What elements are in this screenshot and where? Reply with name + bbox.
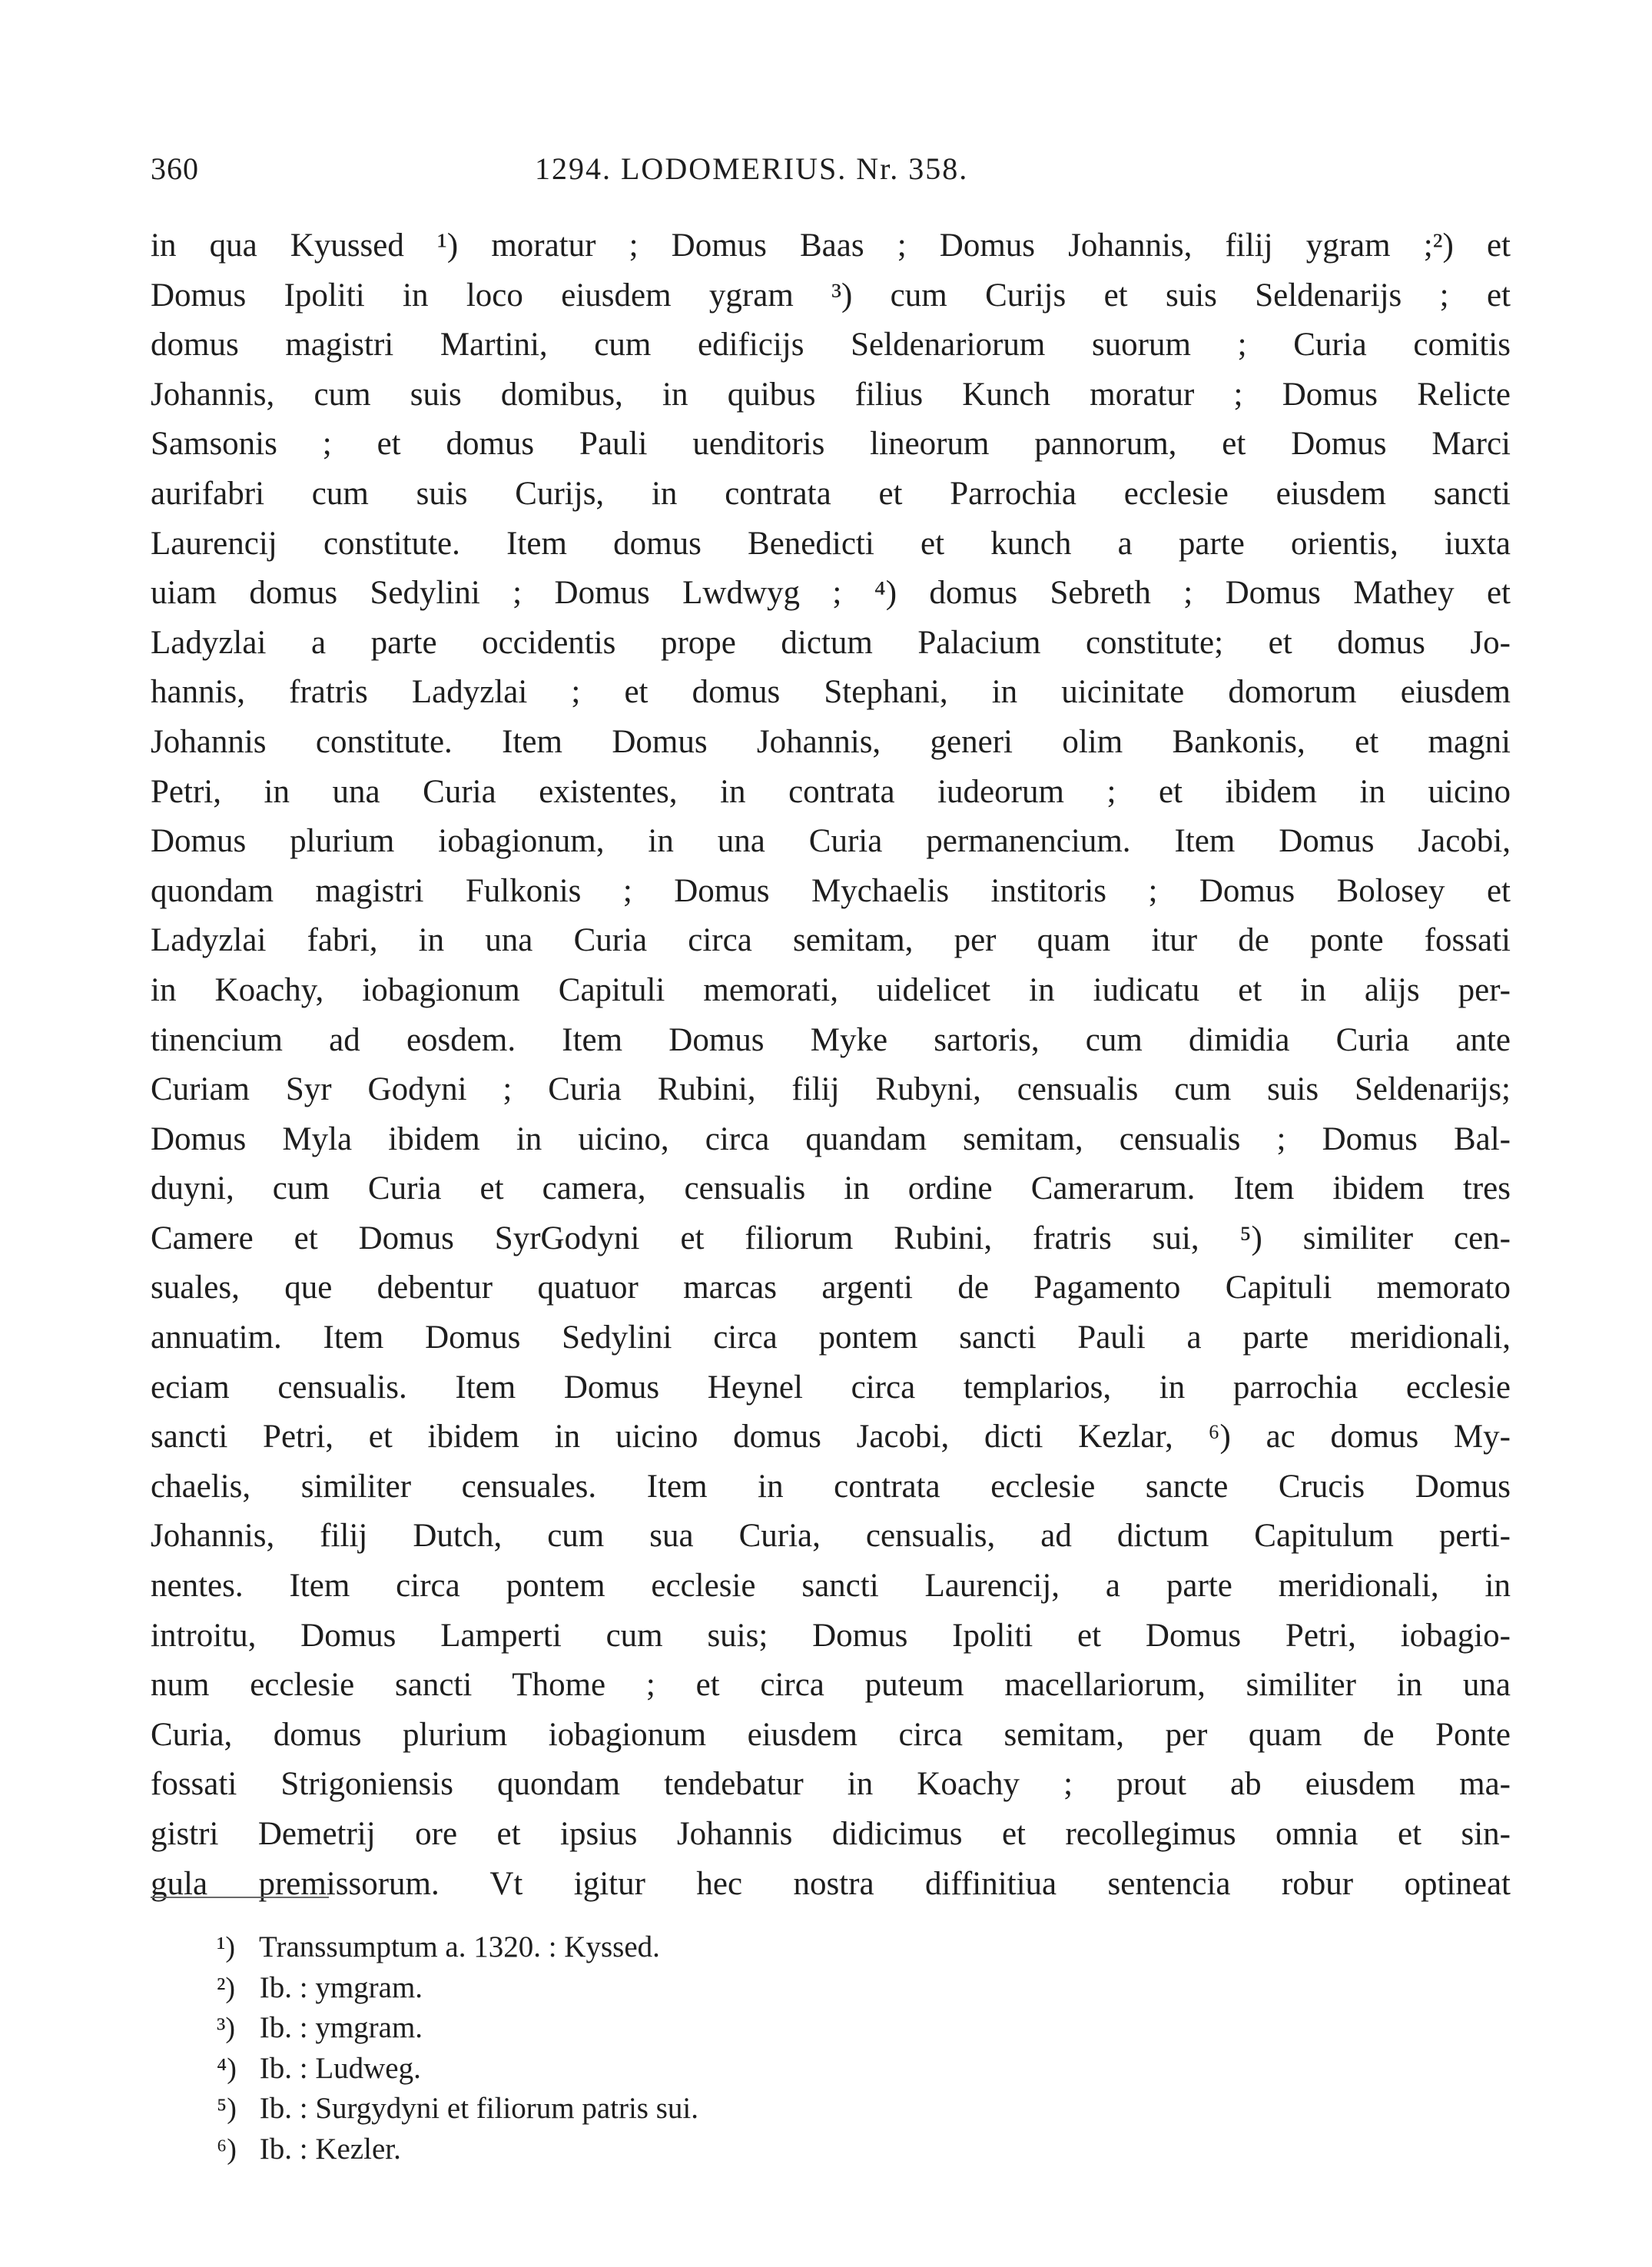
footnote-text: Transsumptum a. 1320. : Kyssed. xyxy=(259,1930,660,1963)
text-line: Samsonis ; et domus Pauli uenditoris lineorum pannorum, et Domus Marci xyxy=(151,426,1511,463)
text-line: annuatim. Item Domus Sedylini circa pontem sancti Pauli a parte meridionali, xyxy=(151,1319,1511,1356)
text-line: Johannis, filij Dutch, cum sua Curia, censualis, ad dictum Capitulum perti- xyxy=(151,1518,1511,1555)
text-line: nentes. Item circa pontem ecclesie sancti Laurencij, a parte meridionali, in xyxy=(151,1568,1511,1605)
text-line: Johannis, cum suis domibus, in quibus filius Kunch moratur ; Domus Relicte xyxy=(151,376,1511,413)
footnote xyxy=(217,2008,1216,2049)
text-line: domus magistri Martini, cum edificijs Seldenariorum suorum ; Curia comitis xyxy=(151,327,1511,363)
text-line: Curiam Syr Godyni ; Curia Rubini, filij Rubyni, censualis cum suis Seldenarijs; xyxy=(151,1071,1511,1108)
footnote-mark: ⁶) xyxy=(217,2133,237,2166)
footnote-mark: ⁴) xyxy=(217,2052,237,2085)
text-line: sancti Petri, et ibidem in uicino domus Jacobi, dicti Kezlar, ⁶) ac domus My- xyxy=(151,1419,1511,1455)
text-line: Johannis constitute. Item Domus Johannis, generi olim Bankonis, et magni xyxy=(151,723,1511,760)
footnotes-block xyxy=(217,1927,1216,2169)
text-line: uiam domus Sedylini ; Domus Lwdwyg ; ⁴) domus Sebreth ; Domus Mathey et xyxy=(151,575,1511,612)
text-line: Petri, in una Curia existentes, in contrata iudeorum ; et ibidem in uicino xyxy=(151,773,1511,810)
footnote-text: Ib. : Ludweg. xyxy=(259,2051,421,2085)
text-line: Domus Ipoliti in loco eiusdem ygram ³) cum Curijs et suis Seldenarijs ; et xyxy=(151,277,1511,314)
text-line: Ladyzlai a parte occidentis prope dictum Palacium constitute; et domus Jo- xyxy=(151,624,1511,661)
text-line: Ladyzlai fabri, in una Curia circa semitam, per quam itur de ponte fossati xyxy=(151,922,1511,959)
footnote xyxy=(217,1927,1216,1968)
text-line: eciam censualis. Item Domus Heynel circa templarios, in parrochia ecclesie xyxy=(151,1369,1511,1406)
text-line: quondam magistri Fulkonis ; Domus Mychaelis institoris ; Domus Bolosey et xyxy=(151,872,1511,909)
text-line: Laurencij constitute. Item domus Benedicti et kunch a parte orientis, iuxta xyxy=(151,525,1511,562)
text-line: Domus plurium iobagionum, in una Curia permanencium. Item Domus Jacobi, xyxy=(151,823,1511,860)
text-line: in qua Kyussed ¹) moratur ; Domus Baas ; Domus Johannis, filij ygram ;²) et xyxy=(151,227,1511,264)
text-line: gula premissorum. Vt igitur hec nostra diffinitiua sentencia robur optineat xyxy=(151,1865,1511,1902)
text-line: gistri Demetrij ore et ipsius Johannis didicimus et recollegimus omnia et sin- xyxy=(151,1816,1511,1852)
text-line: Camere et Domus SyrGodyni et filiorum Rubini, fratris sui, ⁵) similiter cen- xyxy=(151,1220,1511,1256)
text-line: in Koachy, iobagionum Capituli memorati, uidelicet in iudicatu et in alijs per- xyxy=(151,971,1511,1008)
footnote-mark: ³) xyxy=(217,2012,236,2044)
text-line: Curia, domus plurium iobagionum eiusdem circa semitam, per quam de Ponte xyxy=(151,1716,1511,1753)
footnote-mark: ²) xyxy=(217,1971,236,2004)
footnote-mark: ⁵) xyxy=(217,2093,237,2125)
page-header xyxy=(151,151,1511,197)
text-line: Domus Myla ibidem in uicino, circa quandam semitam, censualis ; Domus Bal- xyxy=(151,1120,1511,1157)
text-line: suales, que debentur quatuor marcas argenti de Pagamento Capituli memorato xyxy=(151,1270,1511,1306)
text-line: aurifabri cum suis Curijs, in contrata et Parrochia ecclesie eiusdem sancti xyxy=(151,475,1511,512)
text-line: num ecclesie sancti Thome ; et circa puteum macellariorum, similiter in una xyxy=(151,1667,1511,1704)
footnote-text: Ib. : Surgydyni et filiorum patris sui. xyxy=(259,2092,699,2125)
footnote xyxy=(217,2089,1216,2129)
text-line: tinencium ad eosdem. Item Domus Myke sartoris, cum dimidia Curia ante xyxy=(151,1021,1511,1058)
text-line: introitu, Domus Lamperti cum suis; Domus Ipoliti et Domus Petri, iobagio- xyxy=(151,1617,1511,1654)
footnote xyxy=(217,2049,1216,2089)
text-line: hannis, fratris Ladyzlai ; et domus Stephani, in uicinitate domorum eiusdem xyxy=(151,674,1511,711)
footnote-mark: ¹) xyxy=(217,1931,236,1963)
running-head: 1294. LODOMERIUS. Nr. 358. xyxy=(535,151,969,186)
footnote-separator-rule xyxy=(151,1897,329,1898)
footnote xyxy=(217,2129,1216,2170)
footnote-text: Ib. : ymgram. xyxy=(259,2011,423,2044)
footnote-text: Ib. : Kezler. xyxy=(259,2132,401,2166)
page-number: 360 xyxy=(151,151,199,186)
footnote-text: Ib. : ymgram. xyxy=(259,1970,423,2004)
text-line: duyni, cum Curia et camera, censualis in ordine Camerarum. Item ibidem tres xyxy=(151,1170,1511,1207)
text-line: chaelis, similiter censuales. Item in contrata ecclesie sancte Crucis Domus xyxy=(151,1468,1511,1505)
main-text-block xyxy=(151,221,1511,1909)
footnote xyxy=(217,1968,1216,2009)
text-line: fossati Strigoniensis quondam tendebatur in Koachy ; prout ab eiusdem ma- xyxy=(151,1766,1511,1803)
